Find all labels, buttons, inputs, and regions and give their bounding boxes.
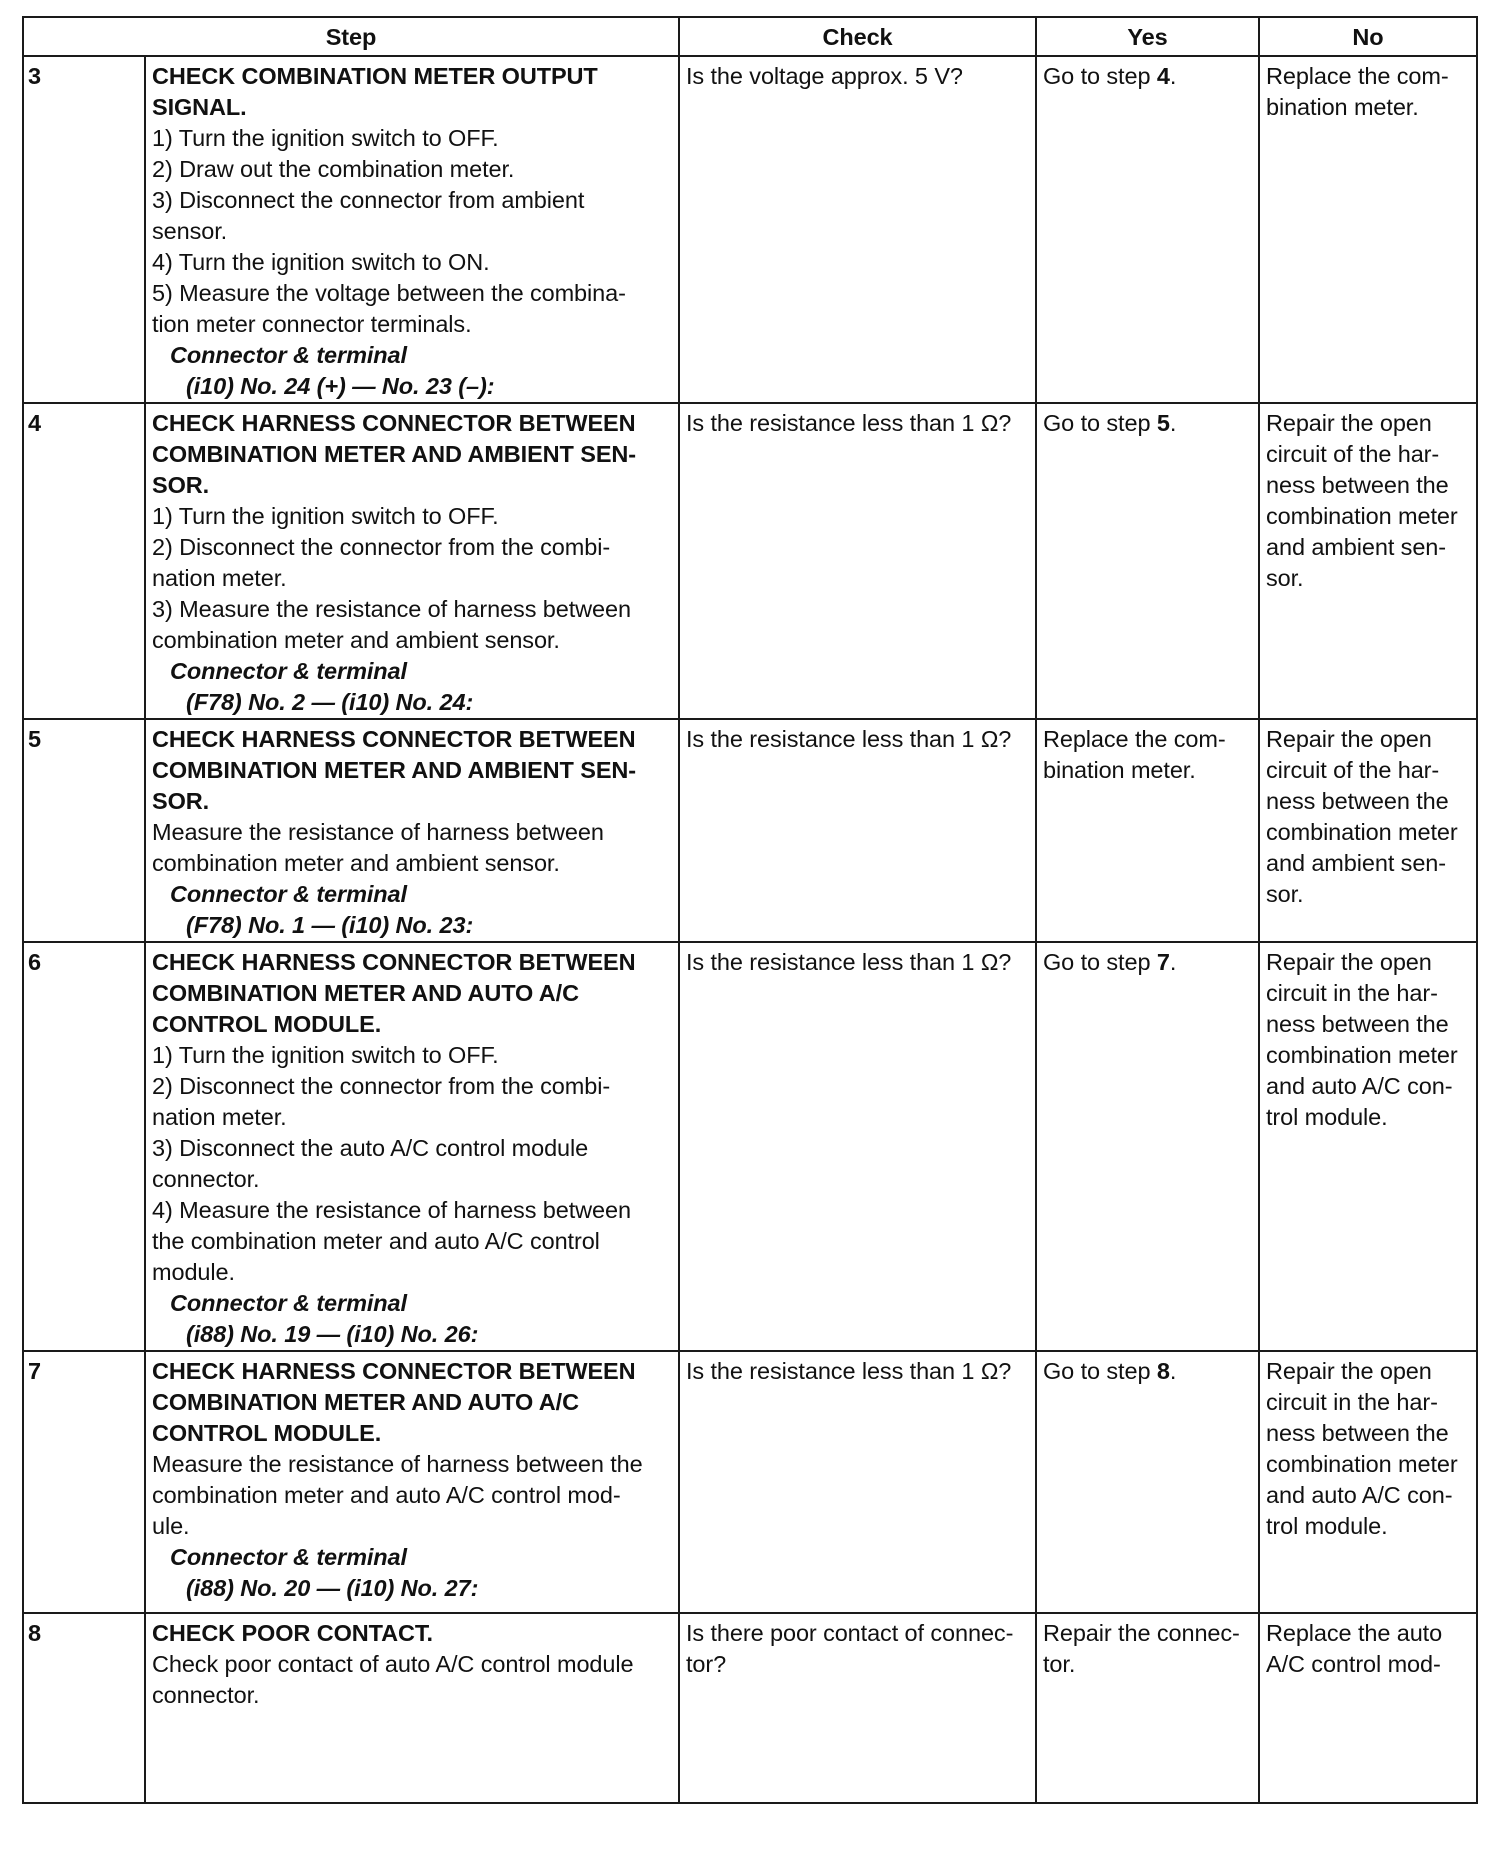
yes-step-ref: 4 [1156, 63, 1170, 89]
no-text: combination meter [1266, 503, 1458, 529]
table-row [23, 942, 1477, 1351]
step-instruction: 4) Measure the resistance of harness between [152, 1197, 631, 1223]
step-instruction: 5) Measure the voltage between the combina- [152, 280, 626, 306]
yes-text: Go to step [1043, 1358, 1157, 1384]
step-title: CONTROL MODULE. [152, 1011, 382, 1037]
no-text: trol module. [1266, 1104, 1388, 1130]
check-cell [679, 942, 1036, 1351]
step-number: 8 [23, 1613, 145, 1803]
check-cell [679, 1613, 1036, 1803]
step-instruction: ule. [152, 1513, 190, 1539]
table-row [23, 1613, 1477, 1803]
no-text: circuit of the har- [1266, 441, 1440, 467]
yes-text-end: . [1169, 410, 1177, 436]
connector-label: Connector & terminal [170, 342, 407, 368]
step-title: COMBINATION METER AND AUTO A/C [152, 980, 579, 1006]
check-cell [679, 56, 1036, 403]
no-text: ness between the [1266, 788, 1449, 814]
yes-cell [1036, 56, 1259, 403]
step-instruction: module. [152, 1259, 235, 1285]
table-body [23, 56, 1477, 1803]
connector-terminals: (F78) No. 1 — (i10) No. 23: [186, 912, 474, 938]
step-instruction: connector. [152, 1166, 260, 1192]
step-cell [145, 56, 679, 403]
step-title: SIGNAL. [152, 94, 247, 120]
yes-cell [1036, 1613, 1259, 1803]
header-step: Step [23, 17, 679, 56]
yes-text: tor. [1043, 1651, 1076, 1677]
step-instruction: 2) Disconnect the connector from the combi- [152, 1073, 611, 1099]
step-number: 4 [23, 403, 145, 719]
diagnostic-table-page [22, 16, 1476, 1804]
step-title: SOR. [152, 788, 210, 814]
no-cell [1259, 719, 1477, 942]
step-number: 7 [23, 1351, 145, 1613]
no-text: A/C control mod- [1266, 1651, 1441, 1677]
no-cell [1259, 403, 1477, 719]
connector-terminals: (i88) No. 20 — (i10) No. 27: [186, 1575, 479, 1601]
yes-text: Repair the connec- [1043, 1620, 1240, 1646]
no-text: circuit in the har- [1266, 1389, 1438, 1415]
table-row [23, 56, 1477, 403]
step-title: CHECK POOR CONTACT. [152, 1620, 433, 1646]
table-row [23, 719, 1477, 942]
diagnostic-table [22, 16, 1478, 1804]
step-instruction: Measure the resistance of harness between the [152, 1451, 643, 1477]
no-text: circuit of the har- [1266, 757, 1440, 783]
step-instruction: 3) Disconnect the auto A/C control module [152, 1135, 589, 1161]
no-text: Replace the auto [1266, 1620, 1443, 1646]
no-text: Repair the open [1266, 726, 1432, 752]
connector-terminals: (F78) No. 2 — (i10) No. 24: [186, 689, 474, 715]
step-number: 6 [23, 942, 145, 1351]
step-instruction: 4) Turn the ignition switch to ON. [152, 249, 490, 275]
yes-step-ref: 7 [1156, 949, 1170, 975]
step-instruction: Check poor contact of auto A/C control module [152, 1651, 634, 1677]
no-cell [1259, 56, 1477, 403]
no-text: and auto A/C con- [1266, 1073, 1453, 1099]
step-instruction: nation meter. [152, 565, 287, 591]
yes-text: bination meter. [1043, 757, 1196, 783]
check-cell [679, 403, 1036, 719]
step-title: CHECK COMBINATION METER OUTPUT [152, 63, 598, 89]
no-text: bination meter. [1266, 94, 1419, 120]
header-row [23, 17, 1477, 56]
step-cell [145, 719, 679, 942]
no-text: combination meter [1266, 819, 1458, 845]
step-instruction: combination meter and auto A/C control mod- [152, 1482, 621, 1508]
connector-label: Connector & terminal [170, 1544, 407, 1570]
yes-step-ref: 8 [1156, 1358, 1170, 1384]
step-cell [145, 1613, 679, 1803]
no-text: sor. [1266, 881, 1304, 907]
no-text: circuit in the har- [1266, 980, 1438, 1006]
check-text: Is there poor contact of connec- [686, 1620, 1014, 1646]
step-instruction: nation meter. [152, 1104, 287, 1130]
step-instruction: 1) Turn the ignition switch to OFF. [152, 503, 499, 529]
step-title: COMBINATION METER AND AMBIENT SEN- [152, 441, 636, 467]
step-title: COMBINATION METER AND AUTO A/C [152, 1389, 579, 1415]
header-no: No [1259, 17, 1477, 56]
yes-text: Replace the com- [1043, 726, 1226, 752]
yes-text-end: . [1169, 63, 1177, 89]
no-cell [1259, 942, 1477, 1351]
no-text: ness between the [1266, 1420, 1449, 1446]
yes-cell [1036, 403, 1259, 719]
step-title: SOR. [152, 472, 210, 498]
no-text: ness between the [1266, 472, 1449, 498]
step-title: COMBINATION METER AND AMBIENT SEN- [152, 757, 636, 783]
step-cell [145, 403, 679, 719]
no-text: combination meter [1266, 1042, 1458, 1068]
yes-cell [1036, 1351, 1259, 1613]
no-cell [1259, 1613, 1477, 1803]
check-text: Is the voltage approx. 5 V? [686, 63, 963, 89]
yes-text-end: . [1169, 949, 1177, 975]
step-cell [145, 1351, 679, 1613]
check-text: tor? [686, 1651, 727, 1677]
step-title: CHECK HARNESS CONNECTOR BETWEEN [152, 410, 636, 436]
yes-cell [1036, 719, 1259, 942]
step-instruction: 2) Disconnect the connector from the combi- [152, 534, 611, 560]
step-title: CHECK HARNESS CONNECTOR BETWEEN [152, 949, 636, 975]
yes-text: Go to step [1043, 63, 1157, 89]
check-cell [679, 719, 1036, 942]
no-text: and ambient sen- [1266, 850, 1446, 876]
no-text: combination meter [1266, 1451, 1458, 1477]
yes-cell [1036, 942, 1259, 1351]
step-instruction: 2) Draw out the combination meter. [152, 156, 515, 182]
step-instruction: the combination meter and auto A/C control [152, 1228, 600, 1254]
yes-text-end: . [1169, 1358, 1177, 1384]
header-check: Check [679, 17, 1036, 56]
no-text: trol module. [1266, 1513, 1388, 1539]
step-cell [145, 942, 679, 1351]
table-row [23, 403, 1477, 719]
check-text: Is the resistance less than 1 Ω? [686, 1358, 1012, 1384]
yes-text: Go to step [1043, 949, 1157, 975]
no-text: Repair the open [1266, 410, 1432, 436]
yes-step-ref: 5 [1156, 410, 1170, 436]
step-instruction: connector. [152, 1682, 260, 1708]
step-title: CHECK HARNESS CONNECTOR BETWEEN [152, 726, 636, 752]
no-text: Repair the open [1266, 949, 1432, 975]
connector-label: Connector & terminal [170, 881, 407, 907]
connector-terminals: (i10) No. 24 (+) — No. 23 (–): [186, 373, 495, 399]
no-text: ness between the [1266, 1011, 1449, 1037]
check-text: Is the resistance less than 1 Ω? [686, 726, 1012, 752]
step-title: CHECK HARNESS CONNECTOR BETWEEN [152, 1358, 636, 1384]
connector-terminals: (i88) No. 19 — (i10) No. 26: [186, 1321, 479, 1347]
table-row [23, 1351, 1477, 1613]
yes-text: Go to step [1043, 410, 1157, 436]
connector-label: Connector & terminal [170, 658, 407, 684]
step-instruction: 3) Disconnect the connector from ambient [152, 187, 585, 213]
step-instruction: 1) Turn the ignition switch to OFF. [152, 1042, 499, 1068]
no-text: Repair the open [1266, 1358, 1432, 1384]
no-cell [1259, 1351, 1477, 1613]
no-text: and ambient sen- [1266, 534, 1446, 560]
step-number: 5 [23, 719, 145, 942]
no-text: Replace the com- [1266, 63, 1449, 89]
check-text: Is the resistance less than 1 Ω? [686, 410, 1012, 436]
step-instruction: 3) Measure the resistance of harness between [152, 596, 631, 622]
step-instruction: Measure the resistance of harness between [152, 819, 604, 845]
step-title: CONTROL MODULE. [152, 1420, 382, 1446]
header-yes: Yes [1036, 17, 1259, 56]
no-text: and auto A/C con- [1266, 1482, 1453, 1508]
step-number: 3 [23, 56, 145, 403]
step-instruction: 1) Turn the ignition switch to OFF. [152, 125, 499, 151]
check-cell [679, 1351, 1036, 1613]
step-instruction: combination meter and ambient sensor. [152, 850, 560, 876]
connector-label: Connector & terminal [170, 1290, 407, 1316]
step-instruction: sensor. [152, 218, 228, 244]
step-instruction: combination meter and ambient sensor. [152, 627, 560, 653]
step-instruction: tion meter connector terminals. [152, 311, 472, 337]
no-text: sor. [1266, 565, 1304, 591]
check-text: Is the resistance less than 1 Ω? [686, 949, 1012, 975]
